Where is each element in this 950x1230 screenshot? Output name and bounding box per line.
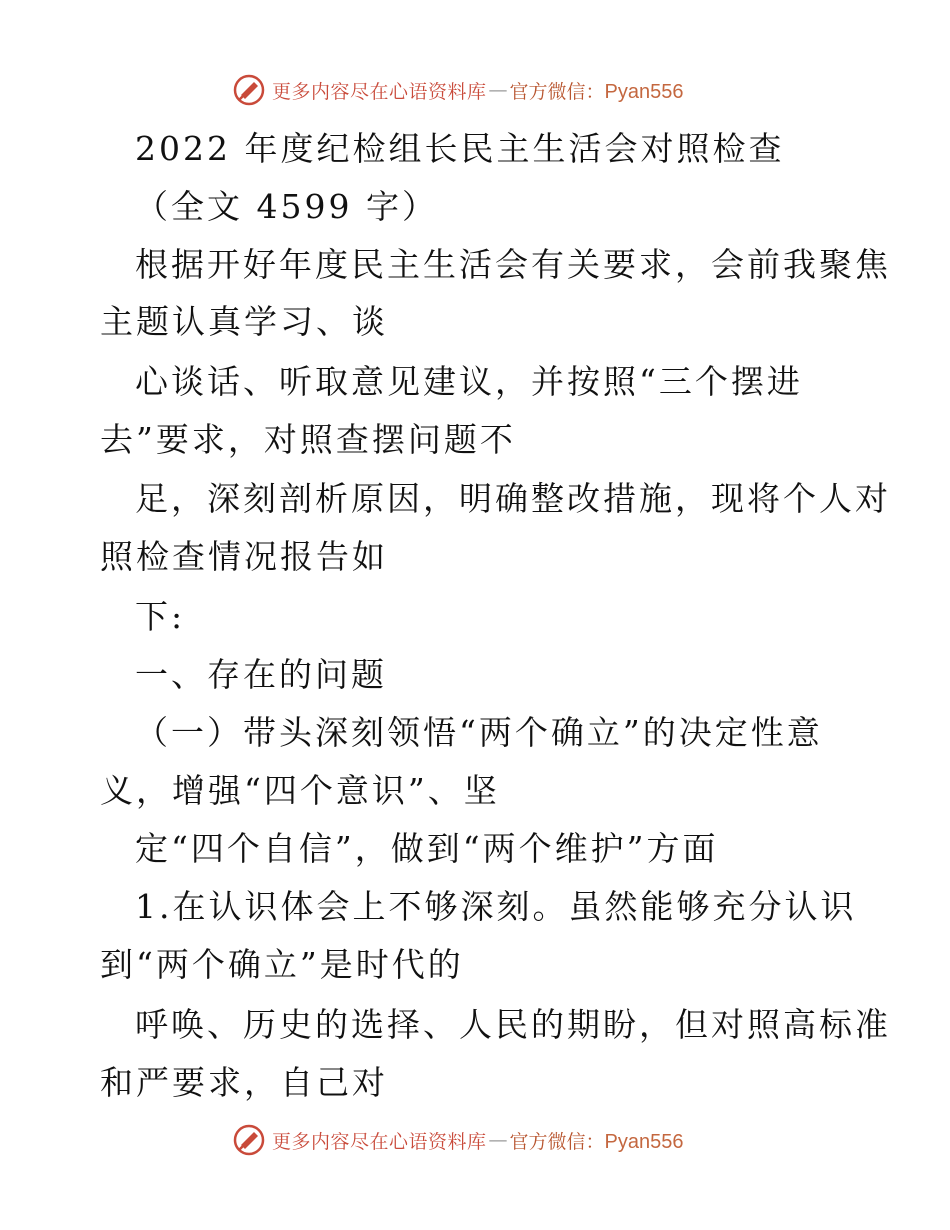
watermark-text: 更多内容尽在心语资料库	[272, 1130, 487, 1153]
paragraph-line: 1.在认识体会上不够深刻。虽然能够充分认识	[135, 887, 857, 926]
watermark-contact-label: 官方微信：	[509, 80, 605, 103]
paragraph-line: 去”要求，对照查摆问题不	[100, 420, 516, 459]
paragraph-line: 到“两个确立”是时代的	[100, 945, 464, 984]
watermark-contact-label: 官方微信：	[509, 1130, 605, 1153]
subsection-heading-continued: 义，增强“四个意识”、坚	[100, 771, 500, 810]
paragraph-line: 呼唤、历史的选择、人民的期盼，但对照高标准	[135, 1005, 891, 1044]
paragraph-line: 足，深刻剖析原因，明确整改措施，现将个人对	[135, 479, 891, 518]
document-title: 2022 年度纪检组长民主生活会对照检查	[135, 129, 785, 168]
paragraph-line: 和严要求，自己对	[100, 1063, 388, 1102]
paragraph-line: 主题认真学习、谈	[100, 302, 388, 341]
paragraph-line: 根据开好年度民主生活会有关要求，会前我聚焦	[135, 245, 891, 284]
section-heading: 一、存在的问题	[135, 655, 387, 694]
watermark-contact-id: Pyan556	[604, 80, 684, 103]
watermark-banner-bottom	[232, 1122, 712, 1158]
paragraph-line: 照检查情况报告如	[100, 537, 388, 576]
library-logo-icon	[232, 1123, 266, 1157]
watermark-text: 更多内容尽在心语资料库	[272, 80, 487, 103]
paragraph-line: 心谈话、听取意见建议，并按照“三个摆进	[135, 362, 803, 401]
watermark-banner-top	[232, 72, 712, 108]
subsection-heading: （一）带头深刻领悟“两个确立”的决定性意	[135, 713, 823, 752]
paragraph-line: 下:	[135, 597, 186, 636]
watermark-contact	[510, 1127, 684, 1154]
watermark-dash: —	[488, 1129, 508, 1151]
watermark-contact-id: Pyan556	[604, 1130, 684, 1153]
watermark-contact	[510, 77, 684, 104]
subsection-heading-continued: 定“四个自信”，做到“两个维护”方面	[135, 829, 719, 868]
document-subtitle: （全文 4599 字）	[135, 187, 438, 226]
watermark-dash: —	[488, 79, 508, 101]
library-logo-icon	[232, 73, 266, 107]
